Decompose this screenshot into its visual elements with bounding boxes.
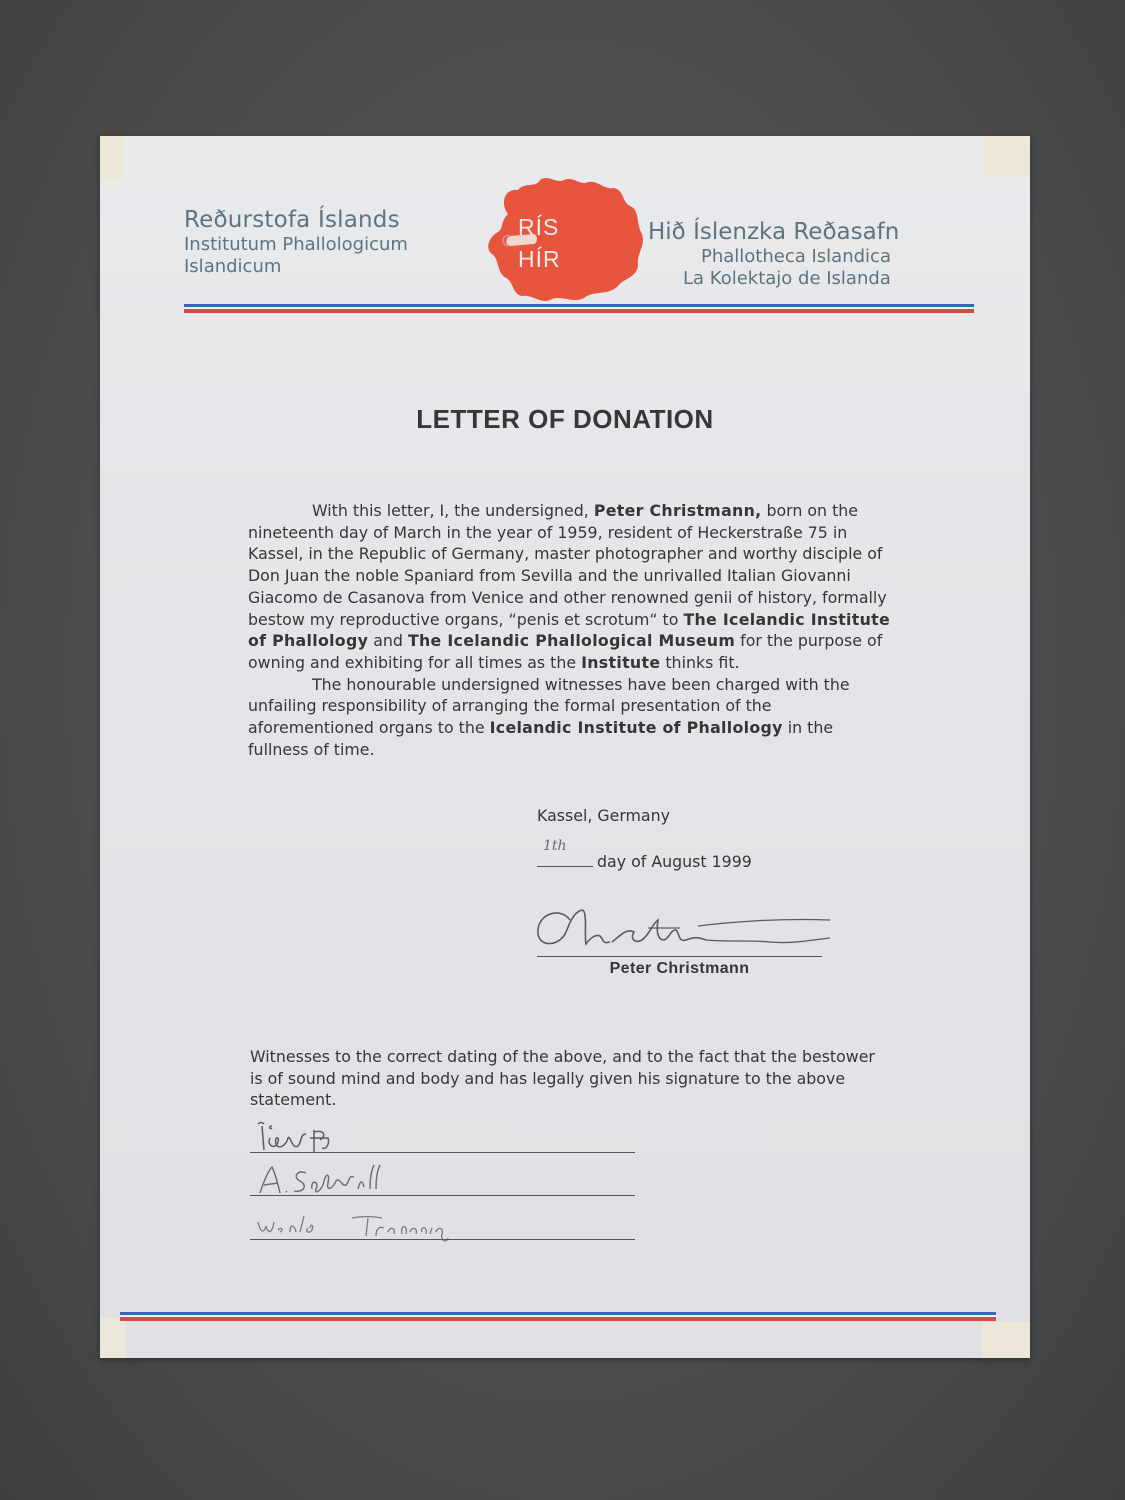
museum-name: The Icelandic Phallological Museum xyxy=(407,631,736,651)
letterhead-left-line3: Islandicum xyxy=(184,256,282,277)
p2-text-a: The honourable undersigned witnesses have been charged with the unfailing responsibility of arranging the formal presentation of the aforementioned organs to the xyxy=(248,674,850,738)
letter-place: Kassel, Germany xyxy=(537,806,670,825)
witness-signature-3 xyxy=(250,1204,635,1244)
p1-text-g: for the purpose of owning and exhibiting for all times as the xyxy=(248,631,883,672)
iceland-map-logo xyxy=(470,174,650,306)
letter-body xyxy=(248,500,898,760)
tape-bottom-right xyxy=(982,1322,1030,1358)
date-rest: day of August 1999 xyxy=(597,852,752,871)
handwritten-day: 1th xyxy=(543,838,567,854)
tape-top-left xyxy=(100,136,124,180)
tape-top-right xyxy=(984,136,1030,176)
flag-stripe-bottom xyxy=(120,1312,996,1321)
logo-text-hir: HÍR xyxy=(518,246,561,272)
donor-name: Peter Christmann, xyxy=(593,501,762,520)
flag-stripe-top xyxy=(184,304,974,313)
witness-line-1 xyxy=(250,1152,635,1153)
institute-name: The Icelandic Institute of Phallology xyxy=(248,609,890,651)
p1-text-c: born on the nineteenth day of March in the year of 1959, resident of Heckerstraße 75 in Kassel, in the Republic of Germany, master photographer and worthy disciple of Don Juan the noble Spaniard from Sevilla and the unrivalled Italian Giovanni Giacomo de Casanova from Venice and other renowned genii of history, formally bestow my reproductive organs, “penis et scrotum“ to xyxy=(248,501,887,629)
letterhead-right-line1: Hið Íslenzka Reðasafn xyxy=(648,219,900,245)
letter-paragraph-2 xyxy=(248,674,898,761)
letter-title: LETTER OF DONATION xyxy=(416,404,714,434)
witness-line-3 xyxy=(250,1239,635,1240)
witness-line-2 xyxy=(250,1195,635,1196)
letterhead-left-line1: Reðurstofa Íslands xyxy=(184,207,400,233)
date-day-blank xyxy=(537,838,593,867)
letterhead-right-line3: La Kolektajo de Islanda xyxy=(683,268,891,289)
donor-signature xyxy=(530,898,840,958)
witness-statement: Witnesses to the correct dating of the above, and to the fact that the bestower is of sound mind and body and has legally given his signature to the above statement. xyxy=(250,1047,875,1110)
letter-paragraph-1 xyxy=(248,500,898,674)
letterhead-right-line2: Phallotheca Islandica xyxy=(701,246,891,267)
donation-letter-paper xyxy=(100,136,1030,1358)
letter-date xyxy=(537,838,752,871)
p2-institute-name: Icelandic Institute of Phallology xyxy=(489,718,783,738)
p2-text-c: in the fullness of time. xyxy=(248,718,834,759)
institute-short: Institute xyxy=(581,652,661,672)
p1-text-a: With this letter, I, the undersigned, xyxy=(312,501,594,520)
donor-signature-line xyxy=(537,956,822,957)
letterhead-left-line2: Institutum Phallologicum xyxy=(184,234,408,255)
p1-text-e: and xyxy=(368,631,408,651)
witness-signature-2 xyxy=(250,1159,635,1199)
tape-bottom-left xyxy=(100,1318,126,1358)
p1-text-i: thinks fit. xyxy=(660,652,740,672)
witness-signature-1 xyxy=(250,1116,635,1156)
logo-text-ris: RÍS xyxy=(518,214,560,240)
letterhead-right xyxy=(648,218,973,290)
letterhead-left xyxy=(184,206,408,278)
donor-signature-name: Peter Christmann xyxy=(609,960,750,977)
